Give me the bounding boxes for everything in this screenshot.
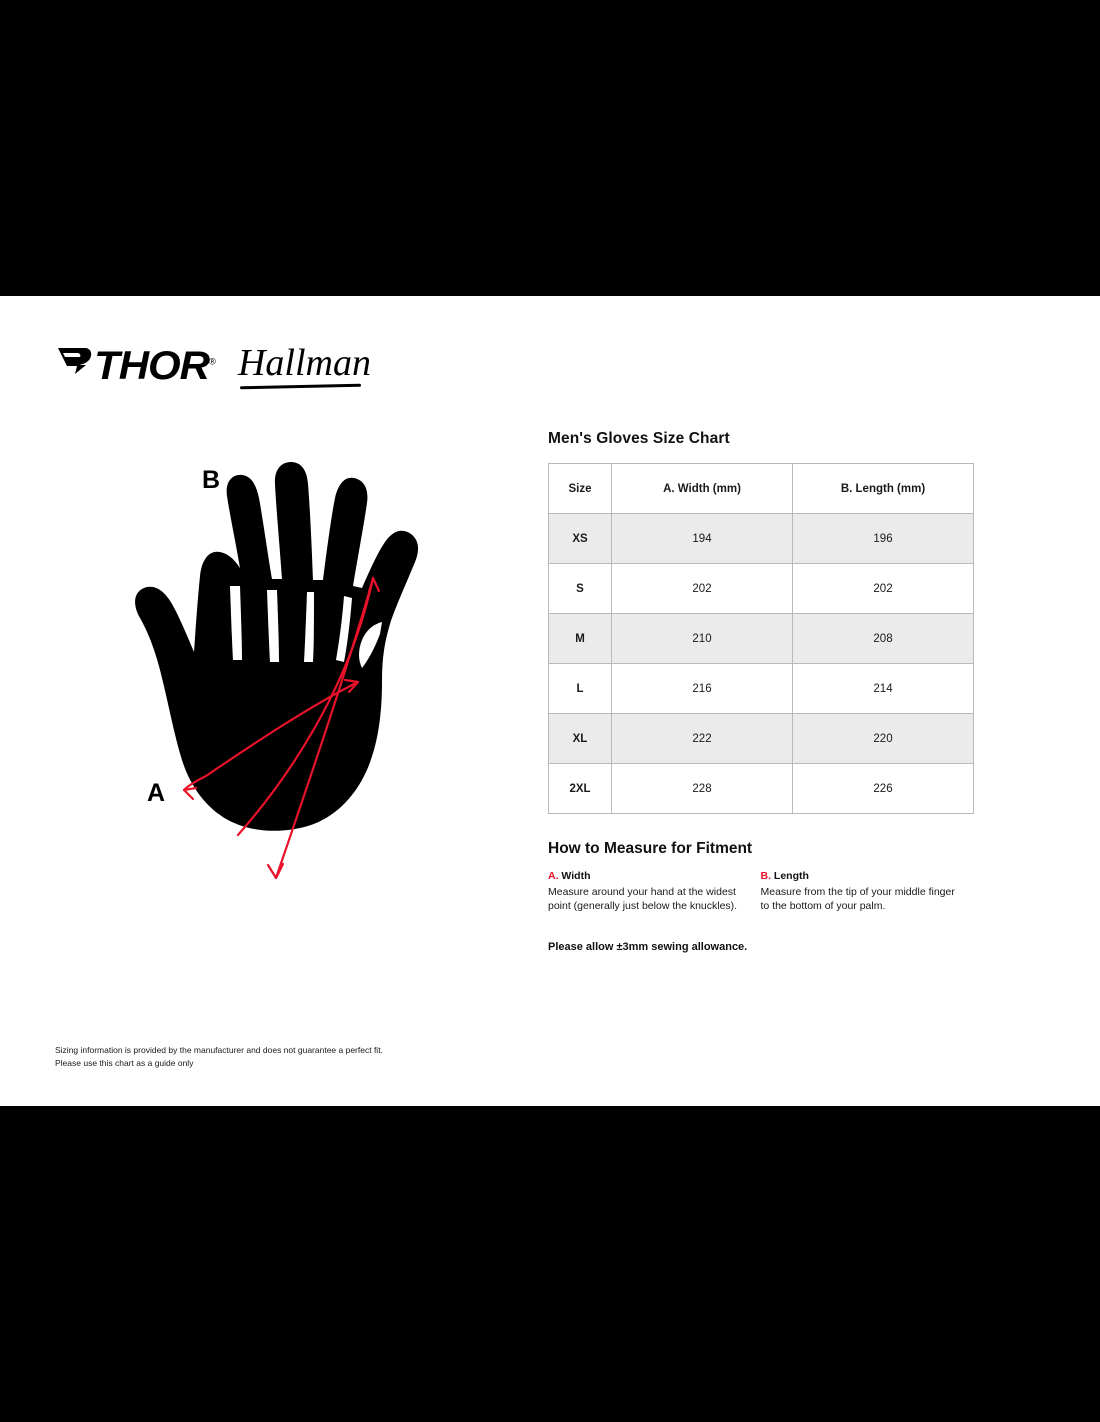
size-info-column [548, 430, 973, 953]
cell-length: 202 [793, 564, 974, 614]
cell-size: XL [549, 714, 612, 764]
measure-heading [548, 870, 753, 882]
measure-block-length [761, 870, 974, 913]
diagram-label-a: A [147, 779, 166, 807]
thor-helmet-icon [55, 344, 93, 388]
hand-silhouette [135, 462, 418, 831]
disclaimer-footnote [55, 1044, 383, 1070]
measure-letter: B. [760, 870, 771, 882]
cell-size: 2XL [549, 764, 612, 814]
diagram-label-b: B [202, 466, 221, 494]
size-chart-sheet [0, 296, 1100, 1106]
cell-length: 214 [793, 664, 974, 714]
disclaimer-line-2: Please use this chart as a guide only [55, 1057, 194, 1068]
hand-measurement-diagram [90, 446, 520, 986]
measure-name: Width [561, 870, 591, 882]
cell-length: 196 [793, 514, 974, 564]
thor-logo [55, 344, 215, 388]
cell-size: L [549, 664, 612, 714]
disclaimer-line-1: Sizing information is provided by the manufacturer and does not guarantee a perfect fit. [55, 1045, 383, 1055]
measure-name: Length [773, 870, 809, 882]
measure-block-width [548, 870, 761, 913]
cell-length: 226 [793, 764, 974, 814]
how-to-measure-title: How to Measure for Fitment [548, 840, 753, 857]
measure-description: Measure from the tip of your middle finger to the bottom of your palm. [760, 886, 955, 913]
registered-mark: ® [208, 356, 215, 367]
table-row [549, 664, 974, 714]
cell-size: M [549, 614, 612, 664]
hallman-underline [240, 384, 361, 390]
column-header-size: Size [549, 464, 612, 514]
column-header-width: A. Width (mm) [612, 464, 793, 514]
size-chart-table [548, 463, 974, 814]
cell-size: XS [549, 514, 612, 564]
cell-width: 202 [612, 564, 793, 614]
cell-length: 220 [793, 714, 974, 764]
table-row [549, 764, 974, 814]
measure-heading [761, 870, 966, 882]
hallman-wordmark: Hallman [238, 344, 371, 388]
cell-width: 210 [612, 614, 793, 664]
column-header-length: B. Length (mm) [793, 464, 974, 514]
page-title: Men's Gloves Size Chart [548, 430, 730, 447]
cell-width: 216 [612, 664, 793, 714]
cell-width: 194 [612, 514, 793, 564]
measure-letter: A. [548, 870, 559, 882]
sewing-allowance-note: Please allow ±3mm sewing allowance. [548, 941, 748, 954]
table-row [549, 514, 974, 564]
brand-header [55, 344, 371, 388]
cell-size: S [549, 564, 612, 614]
measure-description: Measure around your hand at the widest point (generally just below the knuckles). [548, 886, 738, 913]
table-row [549, 614, 974, 664]
table-row [549, 564, 974, 614]
table-row [549, 714, 974, 764]
cell-width: 222 [612, 714, 793, 764]
cell-length: 208 [793, 614, 974, 664]
how-to-measure-columns [548, 870, 973, 913]
cell-width: 228 [612, 764, 793, 814]
table-header-row [549, 464, 974, 514]
thor-wordmark: THOR® [94, 344, 215, 388]
